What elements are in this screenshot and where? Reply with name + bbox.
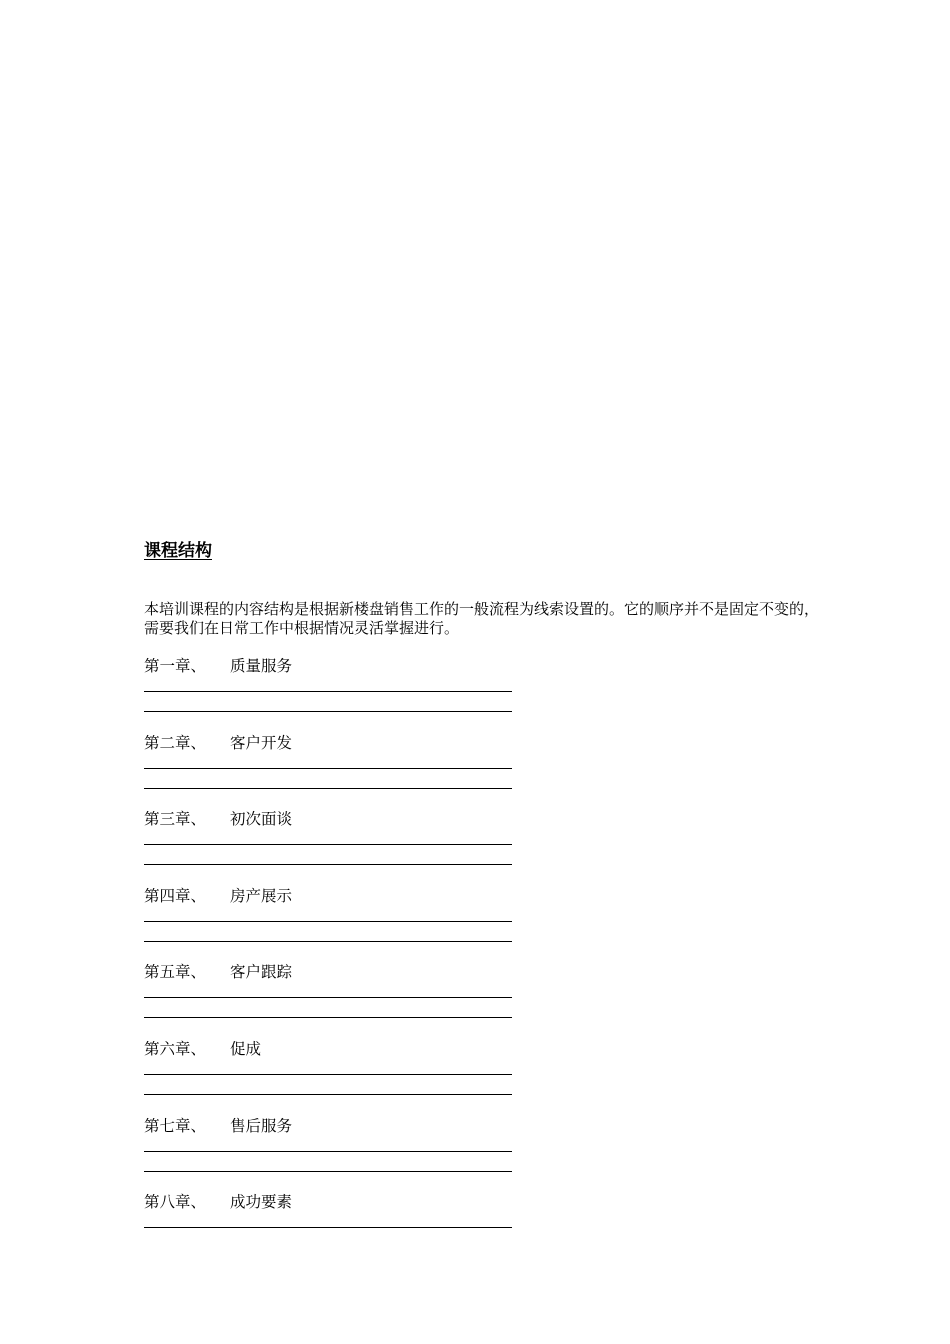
chapter-name: 售后服务 bbox=[230, 1116, 293, 1135]
chapter-item-3 bbox=[144, 808, 514, 885]
chapter-number: 第八章、 bbox=[144, 1193, 207, 1212]
chapter-label bbox=[144, 961, 292, 983]
section-title: 课程结构 bbox=[144, 541, 212, 561]
chapter-label bbox=[144, 1038, 261, 1060]
chapter-name: 客户开发 bbox=[230, 733, 293, 752]
chapter-name: 质量服务 bbox=[230, 657, 293, 675]
chapter-label bbox=[144, 655, 292, 677]
blank-line bbox=[144, 711, 512, 712]
chapter-item-2 bbox=[144, 732, 514, 809]
blank-line bbox=[144, 788, 512, 789]
chapter-name: 客户跟踪 bbox=[230, 963, 293, 982]
chapter-label bbox=[144, 1115, 292, 1137]
chapter-label bbox=[144, 808, 292, 830]
chapter-label bbox=[144, 885, 292, 907]
chapter-name: 房产展示 bbox=[230, 886, 293, 905]
blank-line bbox=[144, 941, 512, 942]
chapter-name: 促成 bbox=[230, 1039, 262, 1058]
chapter-name: 成功要素 bbox=[230, 1193, 293, 1212]
blank-line bbox=[144, 921, 512, 922]
chapter-name: 初次面谈 bbox=[230, 810, 293, 829]
chapter-item-5 bbox=[144, 961, 514, 1038]
blank-line bbox=[144, 1151, 512, 1152]
chapter-item-4 bbox=[144, 885, 514, 962]
blank-line bbox=[144, 1227, 512, 1228]
chapter-number: 第七章、 bbox=[144, 1116, 207, 1135]
blank-line bbox=[144, 1094, 512, 1095]
chapter-label bbox=[144, 1191, 292, 1213]
chapter-number: 第四章、 bbox=[144, 886, 207, 905]
chapter-label bbox=[144, 732, 292, 754]
chapter-list bbox=[144, 655, 514, 1268]
blank-line bbox=[144, 997, 512, 998]
chapter-item-8 bbox=[144, 1191, 514, 1268]
chapter-item-1 bbox=[144, 655, 514, 732]
blank-line bbox=[144, 844, 512, 845]
chapter-item-7 bbox=[144, 1115, 514, 1192]
blank-line bbox=[144, 691, 512, 692]
chapter-number: 第一章、 bbox=[144, 657, 207, 675]
blank-line bbox=[144, 1017, 512, 1018]
chapter-number: 第六章、 bbox=[144, 1039, 207, 1058]
blank-line bbox=[144, 768, 512, 769]
chapter-number: 第二章、 bbox=[144, 733, 207, 752]
blank-line bbox=[144, 1171, 512, 1172]
blank-line bbox=[144, 1074, 512, 1075]
chapter-item-6 bbox=[144, 1038, 514, 1115]
blank-line bbox=[144, 864, 512, 865]
chapter-number: 第三章、 bbox=[144, 810, 207, 829]
chapter-number: 第五章、 bbox=[144, 963, 207, 982]
intro-paragraph: 本培训课程的内容结构是根据新楼盘销售工作的一般流程为线索设置的。它的顺序并不是固定不变的，需要我们在日常工作中根据情况灵活掌握进行。 bbox=[144, 600, 820, 637]
